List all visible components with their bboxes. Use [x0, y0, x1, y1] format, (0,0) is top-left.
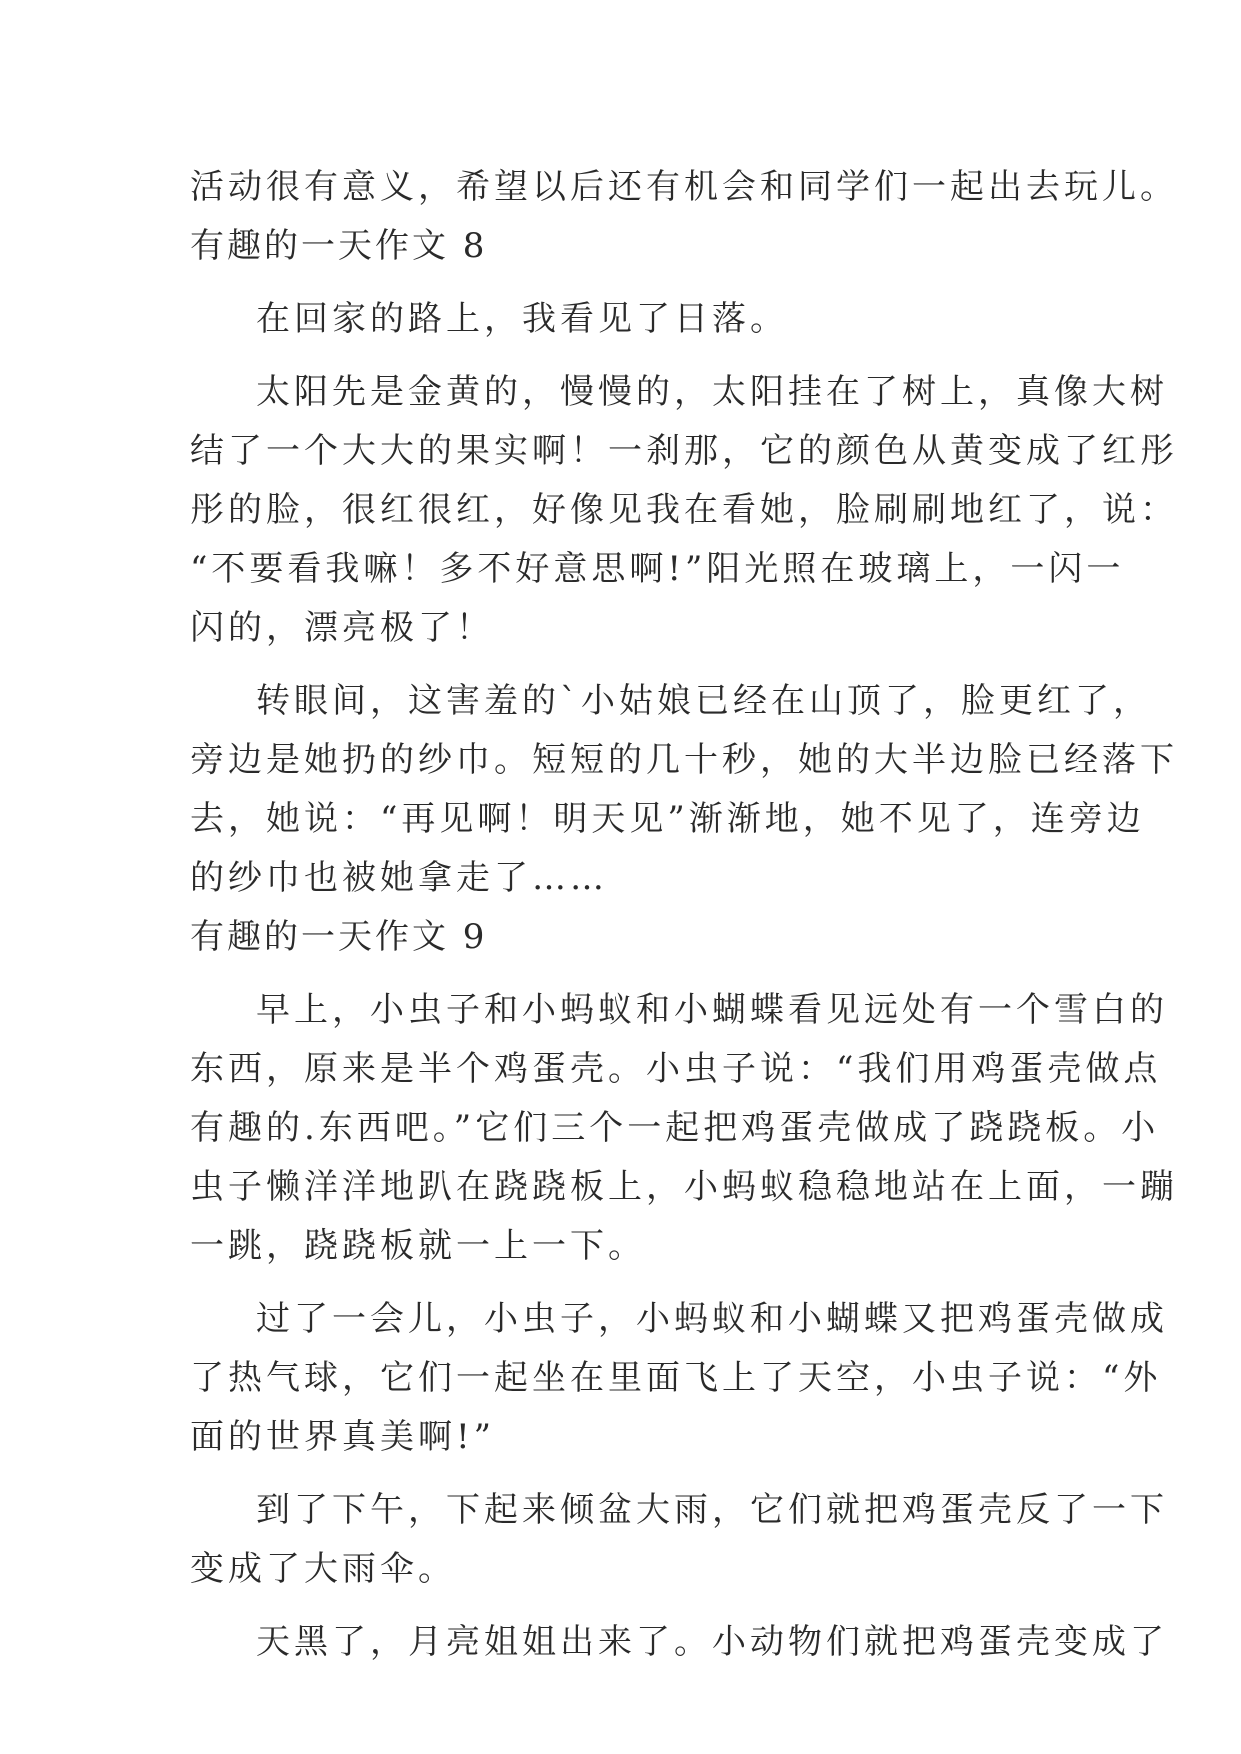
paragraph-line: 旁边是她扔的纱巾。短短的几十秒，她的大半边脸已经落下 [190, 740, 1178, 780]
paragraph-line: 面的世界真美啊!” [190, 1417, 496, 1457]
essay-body [190, 158, 1178, 1672]
paragraph-line: 了热气球，它们一起坐在里面飞上了天空，小虫子说：“外 [190, 1358, 1162, 1398]
paragraph-line: “不要看我嘛！多不好意思啊!”阳光照在玻璃上，一闪一 [190, 549, 1125, 589]
paragraph-line: 结了一个大大的果实啊！一刹那，它的颜色从黄变成了红彤 [190, 431, 1178, 471]
essay-heading-8: 有趣的一天作文 8 [190, 226, 488, 266]
essay-heading-9: 有趣的一天作文 9 [190, 917, 488, 957]
paragraph-line: 彤的脸，很红很红，好像见我在看她，脸刷刷地红了，说： [190, 490, 1178, 530]
paragraph-line: 虫子懒洋洋地趴在跷跷板上，小蚂蚁稳稳地站在上面，一蹦 [190, 1167, 1178, 1207]
paragraph-line: 早上，小虫子和小蚂蚁和小蝴蝶看见远处有一个雪白的 [256, 990, 1168, 1030]
paragraph-line: 有趣的.东西吧。”它们三个一起把鸡蛋壳做成了跷跷板。小 [190, 1108, 1160, 1148]
paragraph-line: 在回家的路上，我看见了日落。 [256, 299, 788, 339]
paragraph-line: 太阳先是金黄的，慢慢的，太阳挂在了树上，真像大树 [256, 372, 1168, 412]
paragraph-line: 转眼间，这害羞的`小姑娘已经在山顶了，脸更红了， [256, 681, 1151, 721]
paragraph-line: 变成了大雨伞。 [190, 1549, 456, 1589]
paragraph-line: 天黑了，月亮姐姐出来了。小动物们就把鸡蛋壳变成了 [256, 1622, 1168, 1662]
paragraph-line: 闪的，漂亮极了！ [190, 608, 494, 648]
paragraph-line: 到了下午，下起来倾盆大雨，它们就把鸡蛋壳反了一下 [256, 1490, 1168, 1530]
paragraph-line: 活动很有意义，希望以后还有机会和同学们一起出去玩儿。 [190, 167, 1178, 207]
paragraph-line: 去，她说：“再见啊！明天见”渐渐地，她不见了，连旁边 [190, 799, 1145, 839]
paragraph-line: 一跳，跷跷板就一上一下。 [190, 1226, 646, 1266]
paragraph-line: 的纱巾也被她拿走了…… [190, 858, 608, 898]
paragraph-line: 过了一会儿，小虫子，小蚂蚁和小蝴蝶又把鸡蛋壳做成 [256, 1299, 1168, 1339]
paragraph-line: 东西，原来是半个鸡蛋壳。小虫子说：“我们用鸡蛋壳做点 [190, 1049, 1162, 1089]
